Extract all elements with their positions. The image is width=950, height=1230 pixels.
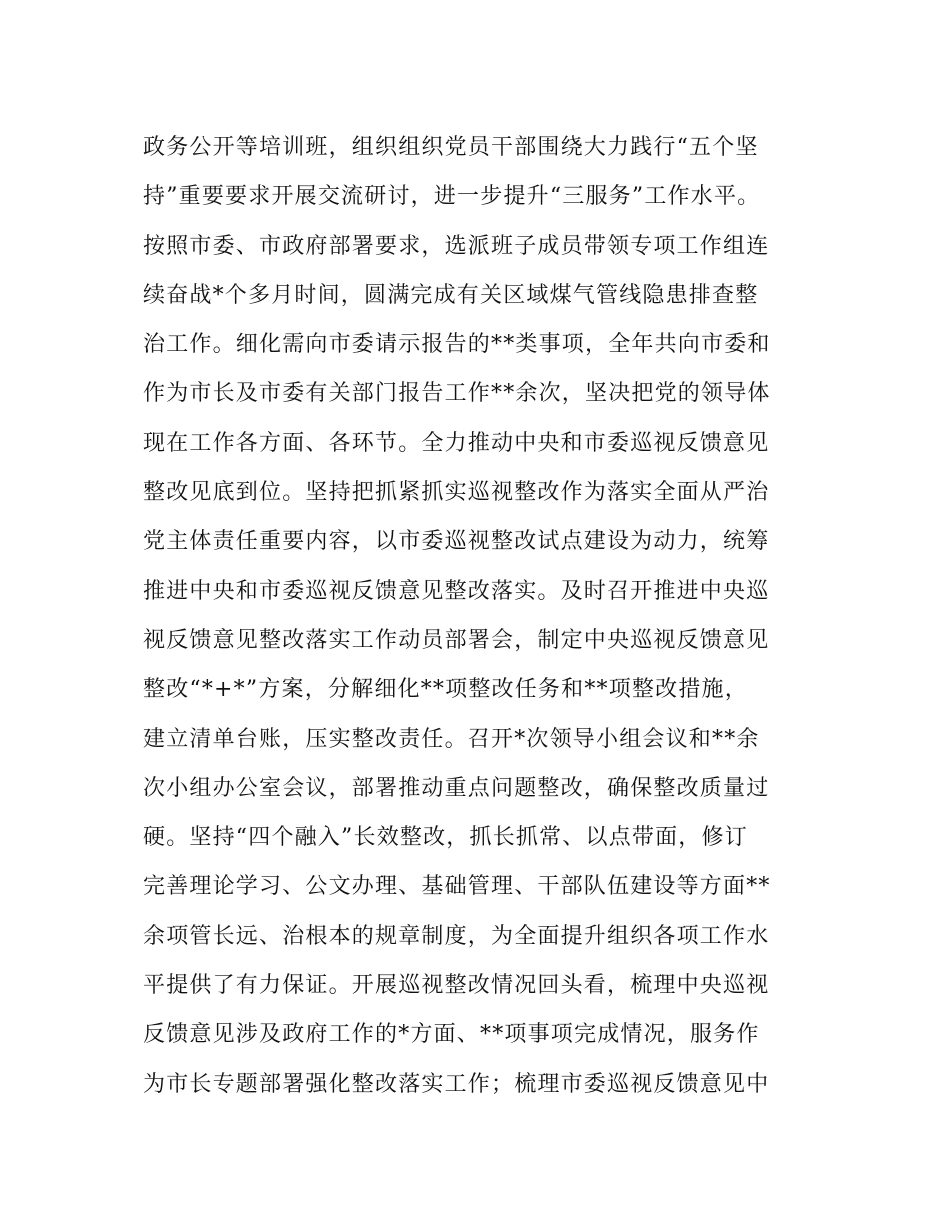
text-line: 硬。坚持“四个融入”长效整改，抓长抓常、以点带面，修订 bbox=[143, 825, 748, 851]
body-paragraph bbox=[143, 123, 823, 1109]
text-line: 建立清单台账，压实整改责任。召开*次领导小组会议和**余 bbox=[143, 726, 760, 752]
text-line: 现在工作各方面、各环节。全力推动中央和市委巡视反馈意见 bbox=[143, 430, 770, 456]
text-line: 持”重要要求开展交流研讨，进一步提升“三服务”工作水平。 bbox=[143, 184, 761, 210]
text-line: 续奋战*个多月时间，圆满完成有关区域煤气管线隐患排查整 bbox=[143, 282, 759, 308]
text-line: 完善理论学习、公文办理、基础管理、干部队伍建设等方面** bbox=[143, 874, 771, 900]
text-line: 党主体责任重要内容，以市委巡视整改试点建设为动力，统筹 bbox=[143, 529, 770, 555]
text-line: 按照市委、市政府部署要求，选派班子成员带领专项工作组连 bbox=[143, 233, 770, 259]
text-line: 次小组办公室会议，部署推动重点问题整改，确保整改质量过 bbox=[143, 775, 770, 801]
text-line: 推进中央和市委巡视反馈意见整改落实。及时召开推进中央巡 bbox=[143, 578, 770, 604]
text-line: 反馈意见涉及政府工作的*方面、**项事项完成情况，服务作 bbox=[143, 1022, 760, 1048]
text-line: 整改见底到位。坚持把抓紧抓实巡视整改作为落实全面从严治 bbox=[143, 480, 770, 506]
text-line: 视反馈意见整改落实工作动员部署会，制定中央巡视反馈意见 bbox=[143, 627, 770, 653]
text-line: 为市长专题部署强化整改落实工作；梳理市委巡视反馈意见中 bbox=[143, 1071, 770, 1097]
text-line: 作为市长及市委有关部门报告工作**余次，坚决把党的领导体 bbox=[143, 381, 771, 407]
text-line: 政务公开等培训班，组织组织党员干部围绕大力践行“五个坚 bbox=[143, 135, 759, 160]
text-line: 治工作。细化需向市委请示报告的**类事项，全年共向市委和 bbox=[143, 332, 771, 358]
text-line: 整改“*+*”方案，分解细化**项整改任务和**项整改措施， bbox=[143, 677, 748, 703]
text-line: 余项管长远、治根本的规章制度，为全面提升组织各项工作水 bbox=[143, 923, 770, 949]
text-line: 平提供了有力保证。开展巡视整改情况回头看，梳理中央巡视 bbox=[143, 973, 770, 999]
